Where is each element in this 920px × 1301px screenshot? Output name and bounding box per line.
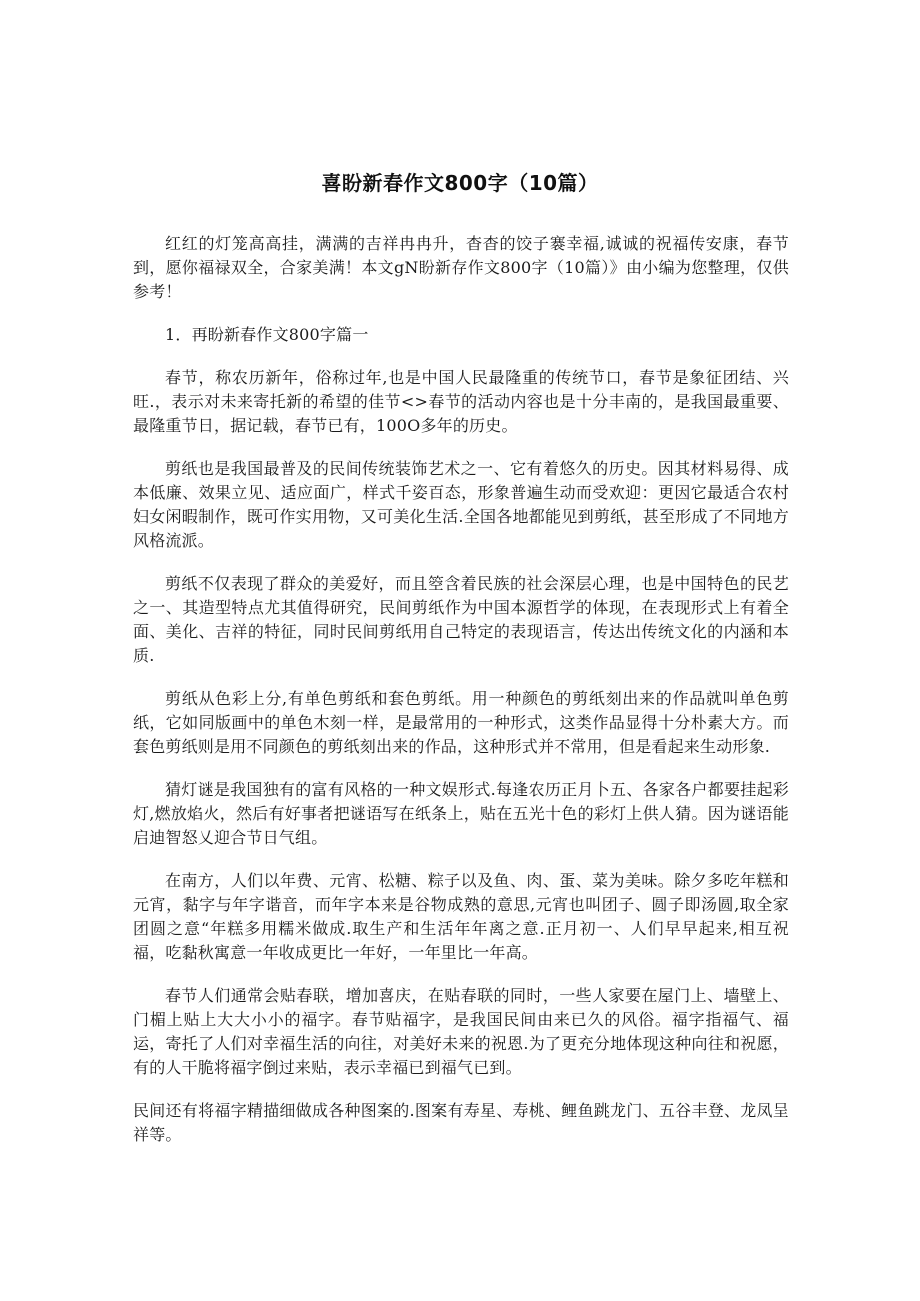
body-paragraph: 剪纸从色彩上分,有单色剪纸和套色剪纸。用一种颜色的剪纸刻出来的作品就叫单色剪纸，它如同版画中的单色木刻一样，是最常用的一种形式，这类作品显得十分朴素大方。而套色剪纸则是用不同颜色的剪纸刻出来的作品，这种形式并不常用，但是看起来生动形象. xyxy=(133,689,789,756)
section-heading: 1．再盼新春作文800字篇一 xyxy=(165,325,369,344)
body-paragraph: 春节，称农历新年，俗称过年,也是中国人民最隆重的传统节口，春节是象征团结、兴旺.，表示对未来寄托新的希望的佳节<>春节的活动内容也是十分丰南的，是我国最重要、最隆重节日，据记载，春节已有，100O多年的历史。 xyxy=(133,368,789,435)
body-paragraph: 春节人们通常会贴春联，增加喜庆，在贴春联的同时，一些人家要在屋门上、墙壁上、门楣上贴上大大小小的福字。春节贴福字，是我国民间由来已久的风俗。福字指福气、福运，寄托了人们对幸福生活的向往，对美好未来的祝恩.为了更充分地体现这种向往和祝愿，有的人干脆将福字倒过来贴，表示幸福已到福气已到。 xyxy=(133,986,789,1077)
body-paragraph: 在南方，人们以年费、元宵、松糖、粽子以及鱼、肉、蛋、菜为美味。除夕多吃年糕和元宵，黏字与年字谐音，而年字本来是谷物成熟的意思,元宵也叫团子、圆子即汤圆,取全家团圆之意“年糕多用糯米做成.取生产和生活年年离之意.正月初一、人们早早起来,相互祝福，吃黏秋寓意一年收成更比一年好，一年里比一年高。 xyxy=(133,871,789,962)
closing-paragraph: 民间还有将福字精描细做成各种图案的.图案有寿星、寿桃、鲤鱼跳龙门、五谷丰登、龙凤呈祥等。 xyxy=(133,1101,789,1144)
body-paragraph: 猜灯谜是我国独有的富有风格的一种文娱形式.每逢农历正月卜五、各家各户都要挂起彩灯,燃放焰火，然后有好事者把谜语写在纸条上，贴在五光十色的彩灯上供人猜。因为谜语能启迪智怒乂迎合节日气组。 xyxy=(133,780,789,847)
body-paragraph: 剪纸不仅表现了群众的美爱好，而且箜含着民族的社会深层心理，也是中国特色的民艺之一、其造型特点尤其值得研究，民间剪纸作为中国本源哲学的体现，在表现形式上有着全面、美化、吉祥的特征，同时民间剪纸用自己特定的表现语言，传达出传统文化的内涵和本质. xyxy=(133,574,789,665)
document-title: 喜盼新春作文800字（10篇） xyxy=(321,171,599,195)
intro-paragraph: 红红的灯笼高高挂，满满的吉祥冉冉升，杳杳的饺子褰幸福,诚诚的祝福传安康，春节到，愿你福禄双全，合家美满！本文gN盼新存作文800字（10篇）》由小编为您整理，仅供参考！ xyxy=(133,234,789,301)
body-paragraph: 剪纸也是我国最普及的民间传统装饰艺术之一、它有着悠久的历史。因其材料易得、成本低廉、效果立见、适应面广，样式千姿百态，形象普遍生动而受欢迎：更因它最适合农村妇女闲暇制作，既可作实用物，又可美化生活.全国各地都能见到剪纸，甚至形成了不同地方风格流派。 xyxy=(133,459,789,550)
document-body xyxy=(133,232,789,1166)
